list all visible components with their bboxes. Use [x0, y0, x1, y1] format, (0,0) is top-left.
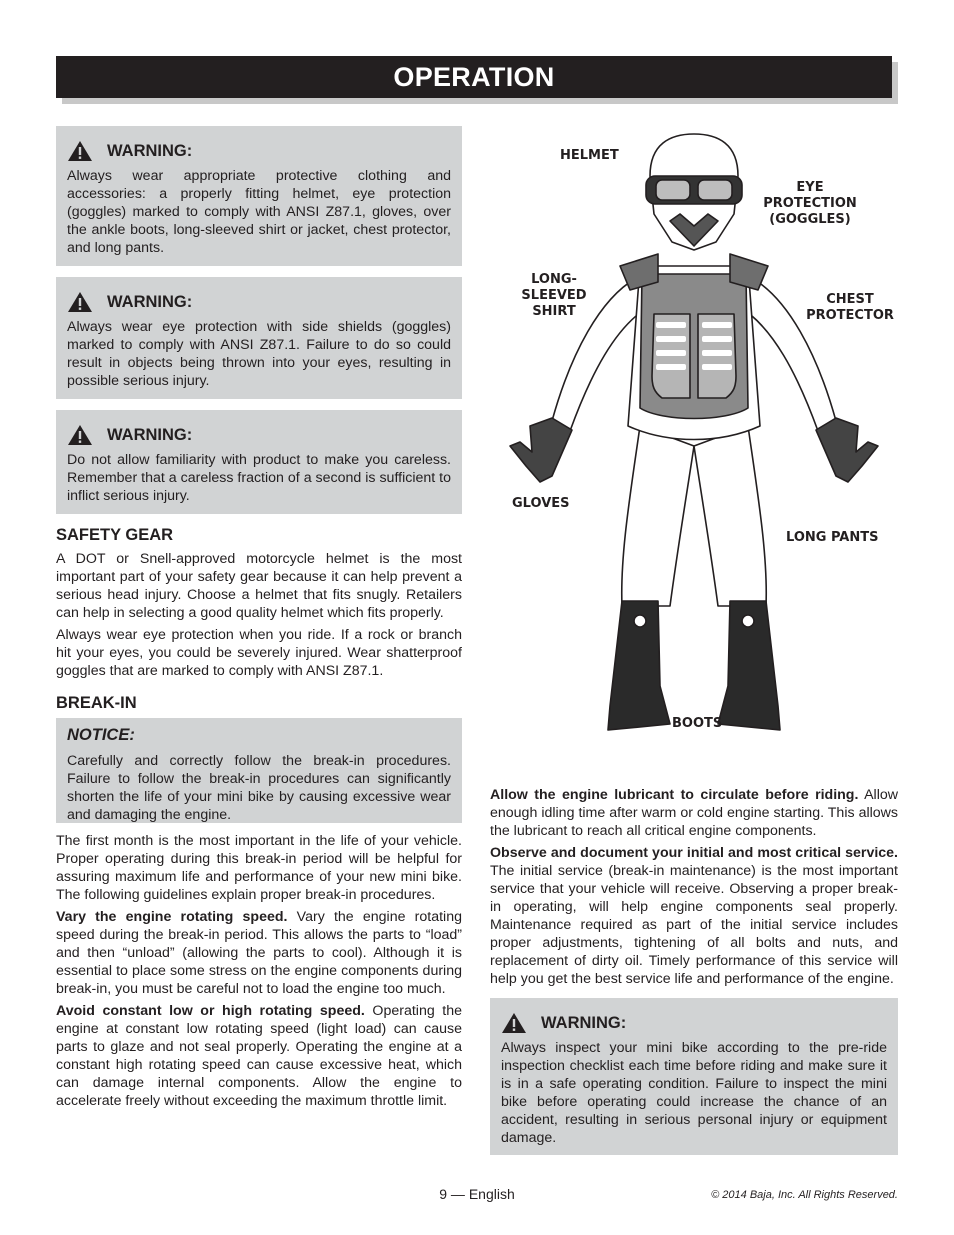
bold-lead: Avoid constant low or high rotating speed. — [56, 1003, 365, 1019]
break-in-paragraph — [490, 844, 898, 988]
paragraph-text: Vary the engine rotating speed during the break-in period. This allows the parts to “load” and then “unload” (allowing the parts to cool). Although it is essential to place some stress on the engine components during break-in, you must be careful not to load the engine too much. — [56, 909, 462, 997]
warning-label: WARNING: — [541, 1013, 627, 1032]
page-number: 9 — English — [439, 1186, 515, 1202]
label-line: LONG-SLEEVED — [521, 272, 587, 303]
notice-box — [56, 718, 462, 823]
safety-gear-paragraph: A DOT or Snell-approved motorcycle helmet is the most important part of your safety gear because it can help prevent a serious head injury. Choose a helmet that fits snugly. Retailers can help in selecting a good quality helmet which fits properly. — [56, 551, 462, 621]
notice-label: NOTICE: — [67, 726, 135, 744]
warning-heading — [501, 1012, 887, 1034]
label-line: PROTECTION — [763, 196, 857, 211]
warning-heading — [67, 424, 451, 446]
label-line: EYE — [796, 180, 824, 195]
safety-gear-heading: SAFETY GEAR — [56, 526, 174, 544]
warning-text: Always wear appropriate protective clothing and accessories: a properly fitting helmet, eye protection (goggles) marked to comply with ANSI Z87.1, gloves, over the ankle boots, long-sleeved shirt or jacket, chest protector, and long pants. — [67, 168, 451, 256]
bold-lead: Observe and document your initial and most critical service. — [490, 845, 898, 861]
warning-label: WARNING: — [107, 141, 193, 160]
notice-text: Carefully and correctly follow the break-in procedures. Failure to follow the break-in procedures can significantly shorten the life of your mini bike by causing excessive wear and damaging the engine. — [67, 753, 451, 823]
right-column — [490, 786, 898, 1166]
warning-text: Do not allow familiarity with product to make you careless. Remember that a careless fraction of a second is sufficient to inflict serious injury. — [67, 452, 451, 504]
warning-heading — [67, 140, 451, 162]
warning-text: Always wear eye protection with side shields (goggles) marked to comply with ANSI Z87.1. Failure to do so could result in objects being thrown into your eyes, resulting in possible serious injury. — [67, 319, 451, 389]
label-line: CHEST — [826, 292, 874, 307]
warning-box-familiarity — [56, 410, 462, 514]
warning-box-clothing — [56, 126, 462, 266]
bold-lead: Vary the engine rotating speed. — [56, 909, 288, 925]
label-long-pants: LONG PANTS — [786, 530, 879, 545]
warning-heading — [67, 291, 451, 313]
warning-triangle-icon — [67, 140, 93, 162]
break-in-paragraph — [56, 908, 462, 998]
warning-label: WARNING: — [107, 292, 193, 311]
warning-box-eye — [56, 277, 462, 399]
safety-gear-paragraph: Always wear eye protection when you ride. If a rock or branch hit your eyes, you could be severely injured. Wear shatterproof goggles that are marked to comply with ANSI Z87.1. — [56, 627, 462, 679]
paragraph-text: The initial service (break-in maintenance) is the most important service that your vehicle will receive. Observing a proper break-in operating, will help engine components seal properly. Maintenance required as part of the initial service includes proper adjustments, tightening of all bolts and nuts, and replacement of dirty oil. Timely performance of this service will help you get the best service life and performance of the engine. — [490, 863, 898, 987]
label-gloves: GLOVES — [512, 496, 570, 511]
copyright: © 2014 Baja, Inc. All Rights Reserved. — [711, 1189, 898, 1201]
warning-box-inspect — [490, 998, 898, 1155]
label-helmet: HELMET — [560, 148, 619, 163]
warning-triangle-icon — [501, 1012, 527, 1034]
paragraph-text: Allow enough idling time after warm or cold engine starting. This allows the lubricant to reach all critical engine components. — [490, 787, 899, 839]
label-boots: BOOTS — [672, 716, 723, 731]
label-chest-protector — [800, 292, 900, 324]
warning-triangle-icon — [67, 424, 93, 446]
warning-text: Always inspect your mini bike according to the pre-ride inspection checklist each time before riding and make sure it is in a safe operating condition. Failure to inspect the mini bike before operating could increase the chance of an accident, resulting in serious personal injury or equipment damage. — [501, 1040, 887, 1146]
break-in-paragraph — [490, 786, 898, 840]
paragraph-text: Operating the engine at constant low rotating speed (light load) can cause parts to glaze and not seal properly. Operating the engine at a constant high rotating speed can cause excessive heat, which can damage internal components. Allow the engine to accelerate freely without exceeding the maximum throttle limit. — [56, 1003, 462, 1109]
label-line: SHIRT — [532, 304, 576, 319]
bold-lead: Allow the engine lubricant to circulate before riding. — [490, 787, 859, 803]
label-long-sleeved-shirt — [502, 272, 606, 320]
safety-gear-figure — [490, 126, 898, 746]
warning-triangle-icon — [67, 291, 93, 313]
page-title: OPERATION — [56, 56, 892, 98]
label-line: PROTECTOR — [806, 308, 894, 323]
break-in-paragraph: The first month is the most important in the life of your vehicle. Proper operating during this break-in period will be helpful for assuring maximum life and performance of your new mini bike. The following guidelines explain proper break-in procedures. — [56, 833, 462, 903]
label-line: (GOGGLES) — [769, 212, 851, 227]
label-eye-protection — [758, 180, 862, 228]
warning-label: WARNING: — [107, 425, 193, 444]
left-column — [56, 126, 462, 1114]
break-in-heading: BREAK-IN — [56, 694, 137, 712]
break-in-paragraph — [56, 1002, 462, 1110]
